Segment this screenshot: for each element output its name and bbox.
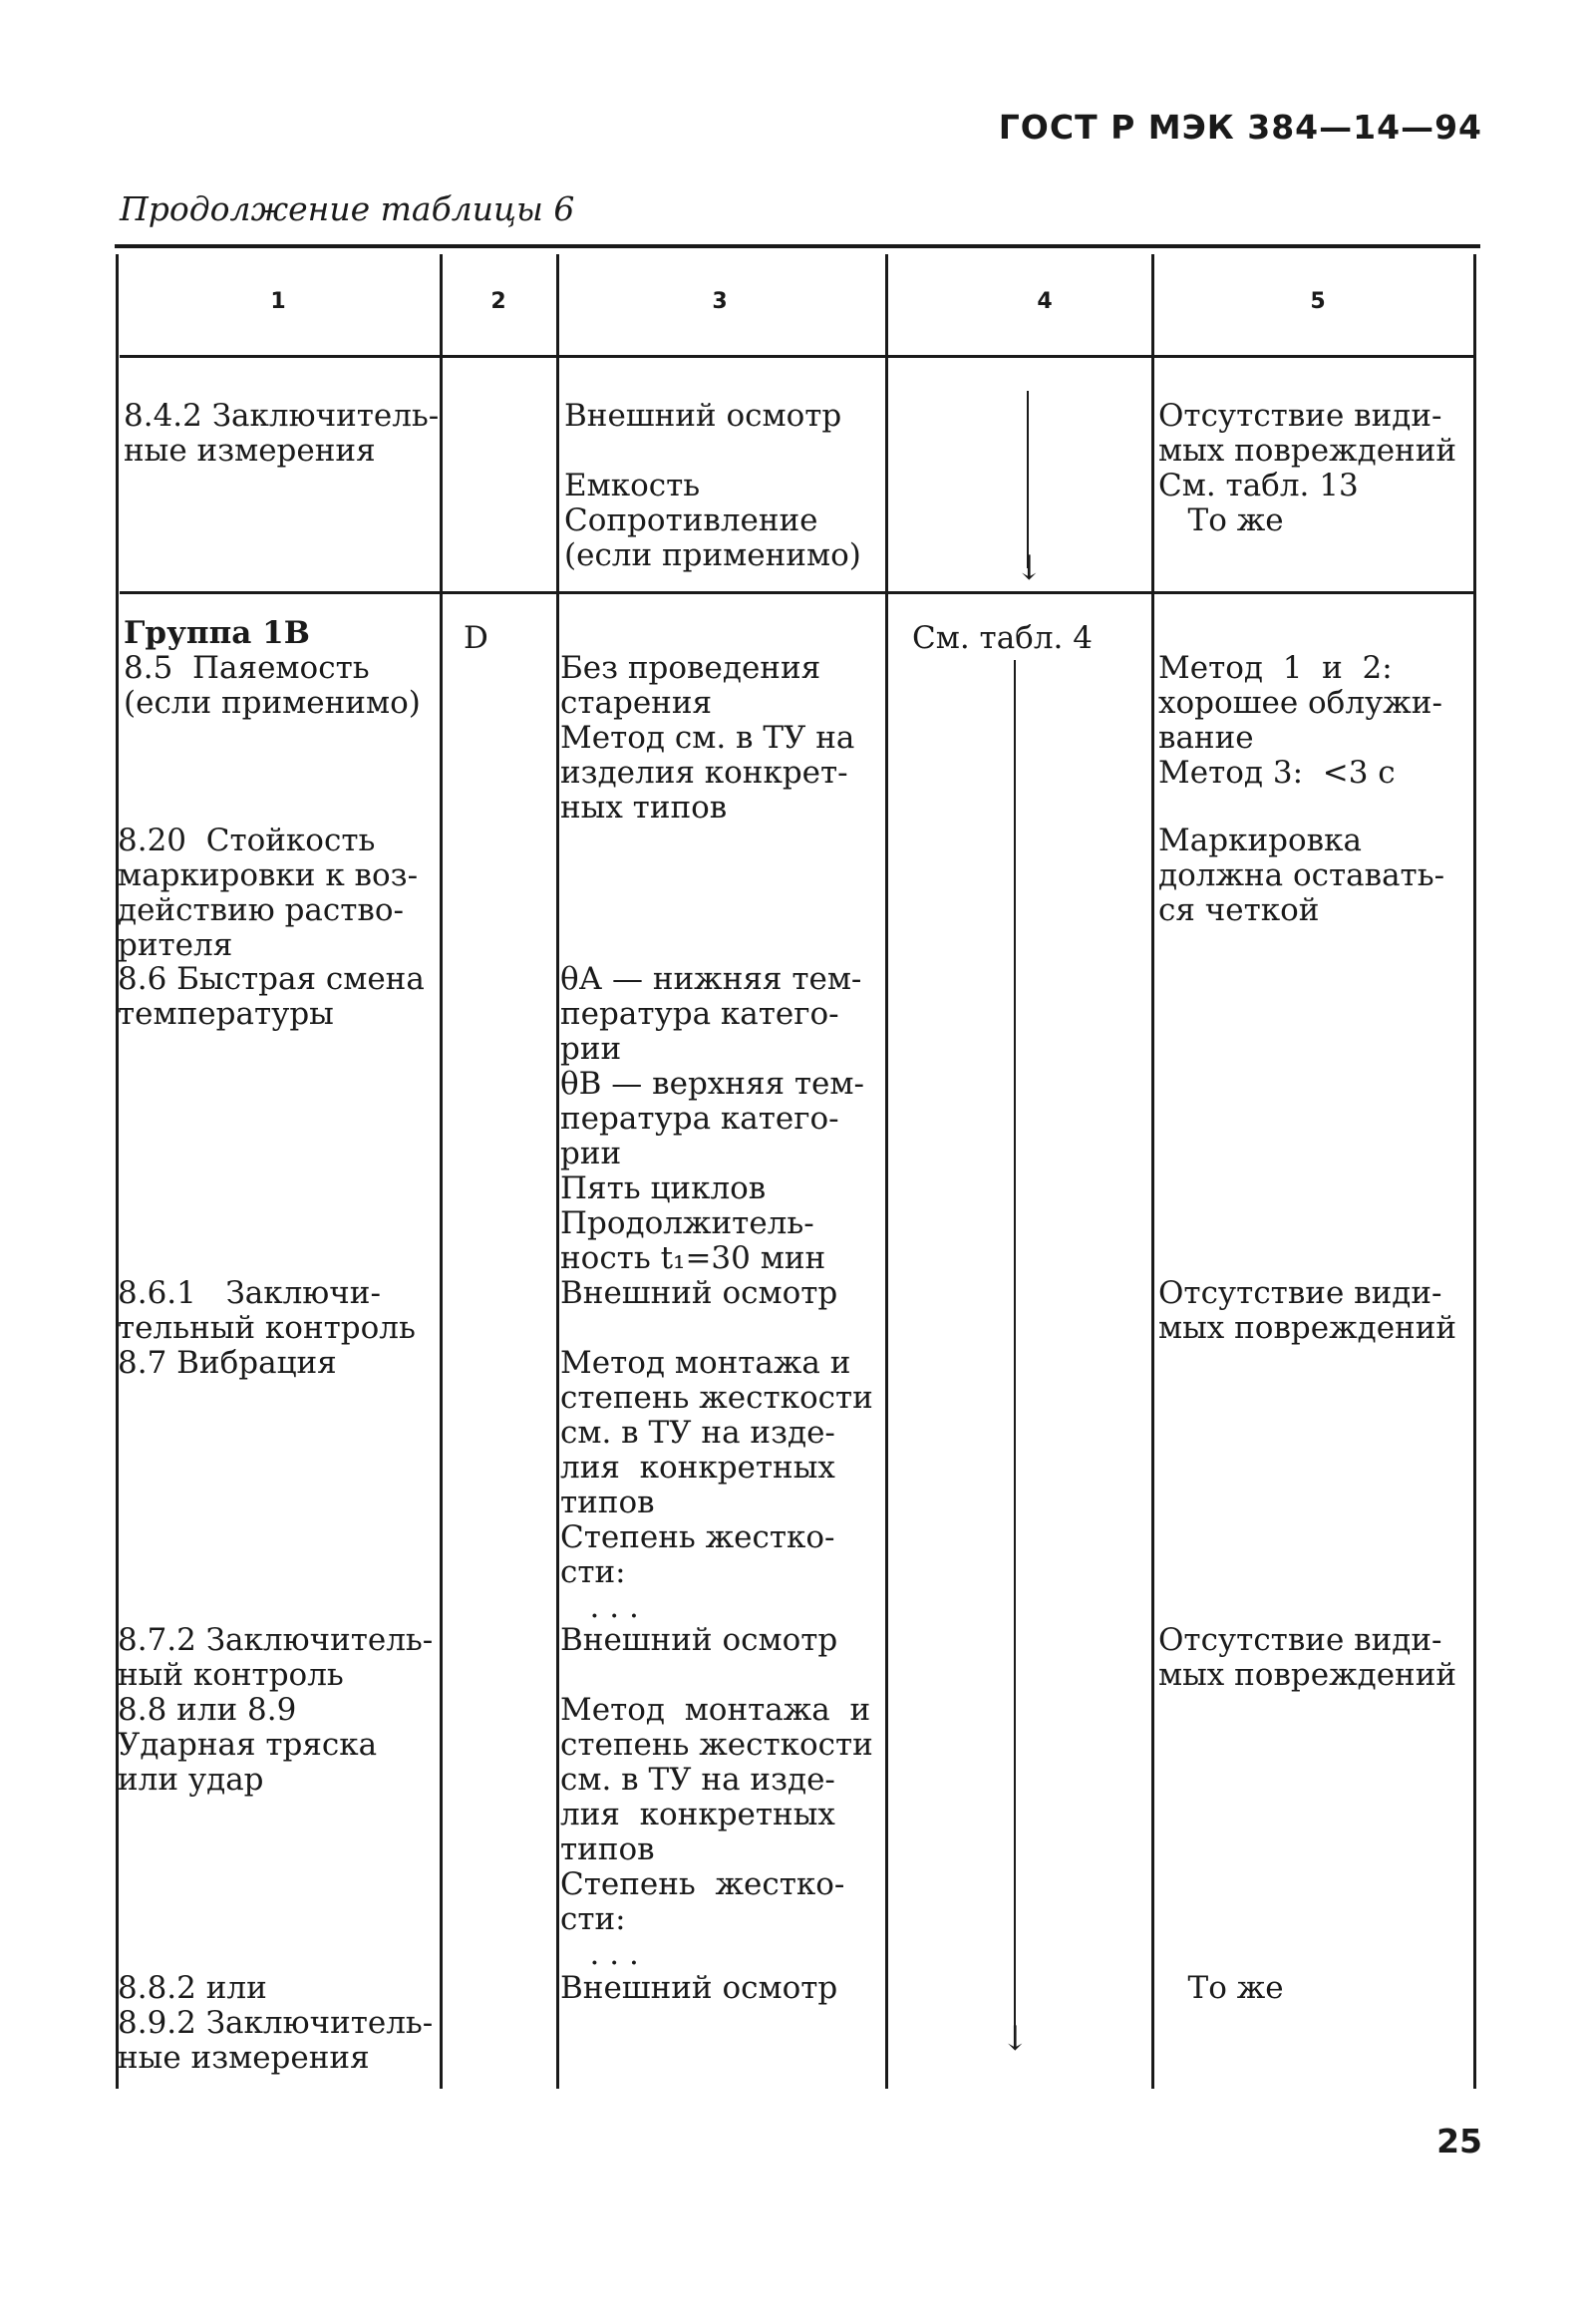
document-header: ГОСТ Р МЭК 384—14—94 — [998, 108, 1482, 147]
cell-test-name: 8.6 Быстрая смена температуры — [118, 961, 425, 1032]
cell-test-name: 8.7.2 Заключитель- ный контроль — [118, 1622, 434, 1693]
cell-conditions: Внешний осмотр — [560, 1275, 838, 1311]
table-caption: Продолжение таблицы 6 — [120, 189, 575, 228]
table-top-rule — [115, 244, 1480, 248]
header-bottom-rule — [120, 355, 1475, 358]
cell-requirements: Отсутствие види- мых повреждений — [1158, 1622, 1457, 1693]
cell-conditions: Внешний осмотр — [560, 1970, 838, 2006]
column-header: 4 — [1037, 289, 1053, 314]
page-number: 25 — [1436, 2122, 1482, 2160]
column-header: 5 — [1310, 289, 1326, 314]
group-label: Группа 1В — [124, 615, 310, 651]
column-rule — [1151, 254, 1154, 2089]
cell-sample-size: См. табл. 4 — [912, 620, 1093, 656]
column-header: 3 — [712, 289, 728, 314]
column-rule — [885, 254, 888, 2089]
cell-sampling: D — [464, 620, 488, 656]
cell-conditions: Без проведения старения Метод см. в ТУ на изделия конкрет- ных типов — [560, 650, 855, 826]
continuation-line — [1027, 391, 1029, 568]
column-rule — [1473, 254, 1476, 2089]
cell-test-name: 8.4.2 Заключитель- ные измерения — [124, 398, 440, 469]
cell-requirements: Маркировка должна оставать- ся четкой — [1158, 823, 1445, 928]
cell-test-name: 8.5 Паяемость (если применимо) — [124, 650, 421, 721]
cell-conditions: Внешний осмотр — [560, 1622, 838, 1658]
cell-conditions: Метод монтажа и степень жесткости см. в ТУ на изде- лия конкретных типов Степень жестко- сти: . . . — [560, 1692, 873, 1972]
column-header: 1 — [270, 289, 286, 314]
column-rule — [440, 254, 443, 2089]
cell-test-name: 8.7 Вибрация — [118, 1345, 337, 1381]
cell-test-name: 8.8.2 или 8.9.2 Заключитель- ные измерения — [118, 1970, 434, 2076]
column-rule — [556, 254, 559, 2089]
row-divider — [120, 591, 1475, 594]
cell-requirements: Отсутствие види- мых повреждений См. табл. 13 То же — [1158, 398, 1457, 538]
continuation-line — [1014, 660, 1016, 2036]
down-arrow-icon: ↓ — [1015, 548, 1044, 588]
cell-requirements: Метод 1 и 2: хорошее облужи- вание Метод 3: <3 с — [1158, 650, 1442, 791]
cell-test-name: 8.6.1 Заключи- тельный контроль — [118, 1275, 416, 1346]
down-arrow-icon: ↓ — [1001, 2019, 1030, 2059]
cell-conditions: θА — нижняя тем- пература катего- рии θВ — верхняя тем- пература катего- рии Пять циклов Продолжитель- ность t₁=30 мин — [560, 961, 864, 1276]
cell-conditions: Внешний осмотр Емкость Сопротивление (если применимо) — [564, 398, 861, 573]
cell-requirements: Отсутствие види- мых повреждений — [1158, 1275, 1457, 1346]
column-header: 2 — [490, 289, 506, 314]
cell-requirements: То же — [1158, 1970, 1284, 2006]
cell-test-name: 8.20 Стойкость маркировки к воз- действию раство- рителя — [118, 823, 419, 963]
cell-conditions: Метод монтажа и степень жесткости см. в ТУ на изде- лия конкретных типов Степень жестко- сти: . . . — [560, 1345, 873, 1625]
cell-test-name: 8.8 или 8.9 Ударная тряска или удар — [118, 1692, 378, 1798]
column-rule — [116, 254, 119, 2089]
